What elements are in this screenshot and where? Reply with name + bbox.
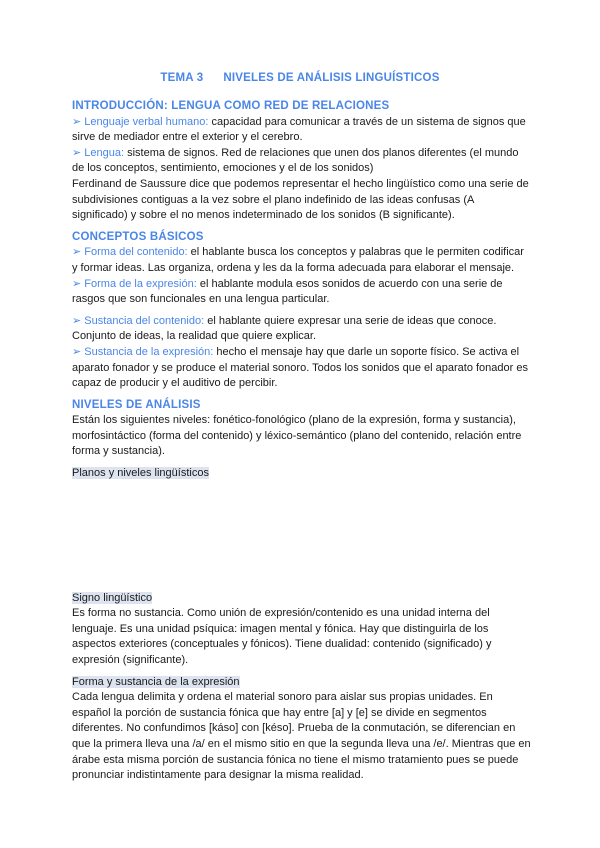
forma-heading-line bbox=[72, 675, 532, 691]
arrow-bullet-icon: ➢ bbox=[72, 314, 82, 327]
concept-item bbox=[72, 277, 532, 308]
arrow-bullet-icon: ➢ bbox=[72, 277, 82, 290]
concept-text: hecho el mensaje hay que darle un soporte físico. Se activa el aparato fonador y se produce el material sonoro. Todos los sonidos que el aparato fonador es capaz de producir y el auditivo de percibir. bbox=[72, 345, 528, 390]
intro-heading: INTRODUCCIÓN: LENGUA COMO RED DE RELACIONES bbox=[72, 100, 390, 112]
page-title bbox=[0, 72, 600, 84]
signo-heading-line bbox=[72, 591, 532, 607]
title-number: TEMA 3 bbox=[160, 72, 204, 84]
forma-heading: Forma y sustancia de la expresión bbox=[72, 675, 240, 688]
arrow-bullet-icon: ➢ bbox=[72, 345, 82, 358]
arrow-bullet-icon: ➢ bbox=[72, 246, 82, 259]
intro-term: Lenguaje verbal humano: bbox=[84, 115, 209, 128]
intro-term: Lengua: bbox=[84, 146, 125, 159]
signo-paragraph: Es forma no sustancia. Como unión de expresión/contenido es una unidad interna del lenguaje. Es una unidad psíquica: imagen mental y fónica. Hay que distinguirla de los aspectos exteriores (conceptuales y fónicos). Tiene dualidad: contenido (significado) y expresión (significante). bbox=[72, 607, 492, 667]
conceptos-heading: CONCEPTOS BÁSICOS bbox=[72, 230, 204, 243]
arrow-bullet-icon: ➢ bbox=[72, 115, 82, 128]
concept-text: el hablante busca los conceptos y palabras que le permiten codificar y formar ideas. Las organiza, ordena y les da la forma adecuada para elaborar el mensaje. bbox=[72, 246, 524, 274]
intro-text: capacidad para comunicar a través de un sistema de signos que sirve de mediador entre el exterior y el cerebro. bbox=[72, 115, 526, 144]
concept-item bbox=[72, 345, 532, 392]
blank-figure-area bbox=[72, 482, 532, 591]
concept-text: el hablante modula esos sonidos de acuerdo con una serie de rasgos que son funcionales en una lengua particular. bbox=[72, 277, 503, 306]
niveles-heading: NIVELES DE ANÁLISIS bbox=[72, 398, 201, 411]
saussure-paragraph: Ferdinand de Saussure dice que podemos representar el hecho lingüístico como una serie de subdivisiones contiguas a la vez sobre el plano indefinido de las ideas confusas (A significado) y sobre el no menos indeterminado de los sonidos (B significante). bbox=[72, 177, 529, 222]
arrow-bullet-icon: ➢ bbox=[72, 146, 82, 159]
concept-term: Sustancia de la expresión: bbox=[84, 345, 214, 358]
planos-heading: Planos y niveles lingüísticos bbox=[72, 467, 209, 480]
concept-item bbox=[72, 314, 532, 345]
intro-item bbox=[72, 146, 532, 177]
intro-item bbox=[72, 115, 532, 146]
concept-text: el hablante quiere expresar una serie de ideas que conoce. Conjunto de ideas, la realidad que quiere explicar. bbox=[72, 314, 497, 343]
concept-item bbox=[72, 245, 532, 276]
concept-term: Sustancia del contenido: bbox=[84, 314, 205, 327]
planos-heading-line bbox=[72, 466, 532, 482]
title-text: NIVELES DE ANÁLISIS LINGUÍSTICOS bbox=[223, 72, 440, 84]
intro-text: sistema de signos. Red de relaciones que unen dos planos diferentes (el mundo de los conceptos, sentimiento, emociones y el de los sonidos) bbox=[72, 146, 519, 175]
signo-heading: Signo lingüístico bbox=[72, 591, 153, 604]
niveles-paragraph: Están los siguientes niveles: fonético-fonológico (plano de la expresión, forma y sustancia), morfosintáctico (forma del contenido) y léxico-semántico (plano del contenido, relación entre forma y sustancia). bbox=[72, 414, 522, 458]
forma-paragraph: Cada lengua delimita y ordena el material sonoro para aislar sus propias unidades. En español la porción de sustancia fónica que hay entre [a] y [e] se divide en segmentos diferentes. No confundimos [káso] con [késo]. Prueba de la conmutación, se diferencian en que la primera lleva una /a/ en el mismo sitio en que la segunda lleva una /e/. Mientras que en árabe esta misma porción de sustancia fónica no tiene el mismo tratamiento pues se puede pronunciar indistintamente para designar la misma realidad. bbox=[72, 691, 531, 782]
document-body bbox=[72, 99, 532, 784]
concept-term: Forma del contenido: bbox=[84, 246, 188, 259]
concept-term: Forma de la expresión: bbox=[84, 277, 197, 290]
